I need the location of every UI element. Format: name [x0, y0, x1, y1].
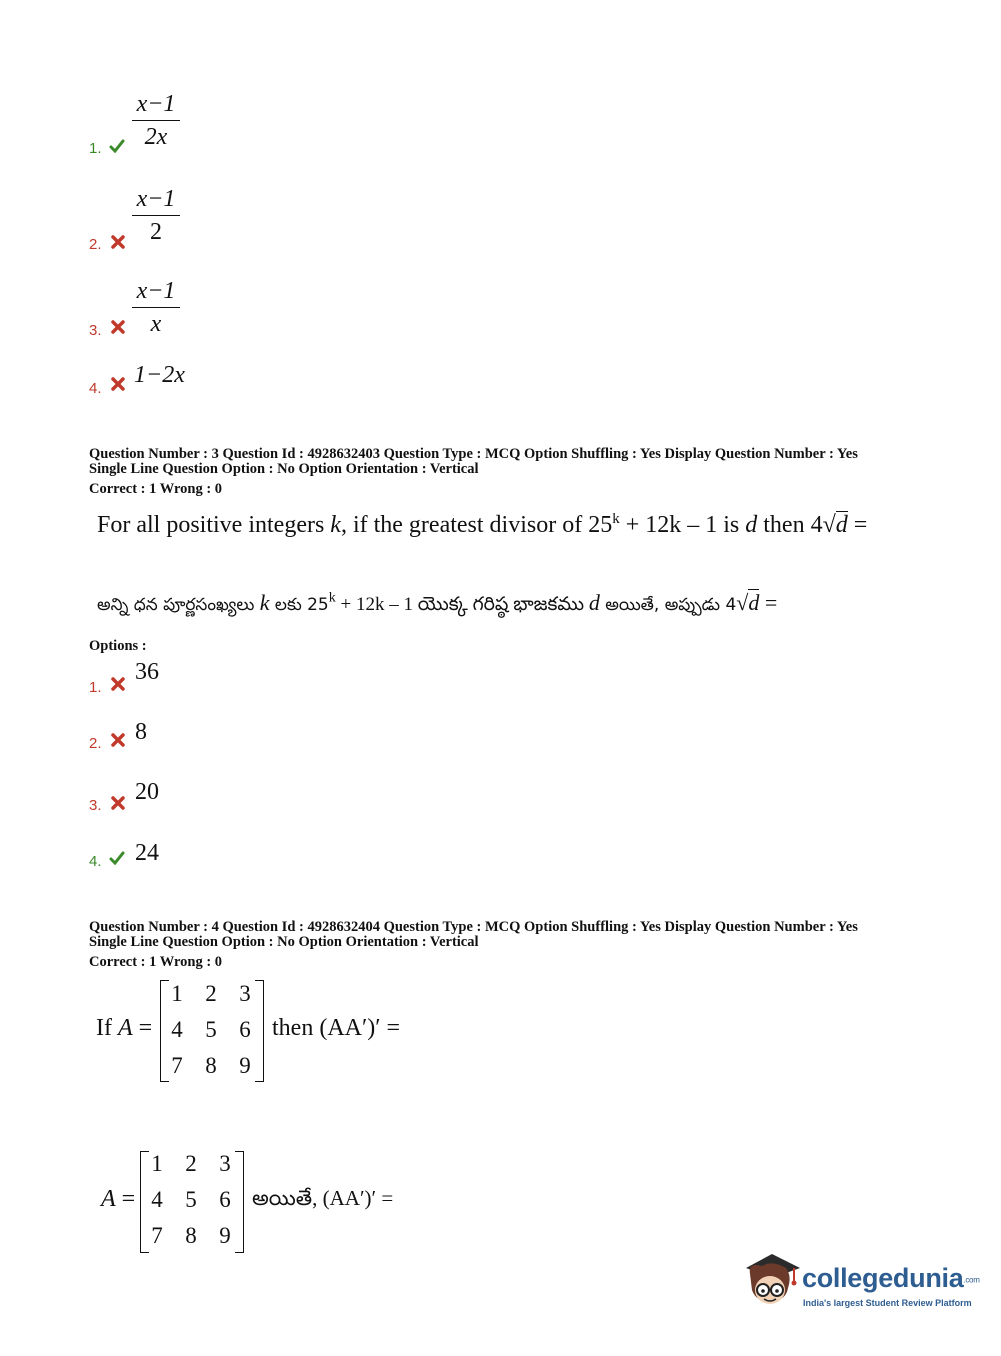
mascot-icon [742, 1248, 802, 1310]
correct-wrong-marks: Correct : 1 Wrong : 0 [89, 481, 223, 497]
question-meta-line: Question Number : 3 Question Id : 4928632403 Question Type : MCQ Option Shuffling : Yes Display Question Number : Yes [89, 446, 858, 462]
numerator: x−1 [136, 186, 176, 212]
cross-icon [110, 319, 126, 335]
option-text: 24 [135, 840, 159, 866]
text: = [847, 512, 868, 538]
text: + 12k – 1 యొక్క గరిష్ఠ భాజకము [335, 594, 589, 615]
var-a: A [117, 1015, 133, 1041]
option-text: 36 [135, 659, 159, 685]
cross-icon [110, 376, 126, 392]
matrix-cell: 4 [151, 1187, 163, 1212]
question-meta-line: Single Line Question Option : No Option Orientation : Vertical [89, 934, 479, 950]
var-k: k [330, 512, 341, 538]
question-text-english [97, 511, 867, 539]
matrix-english [160, 976, 262, 1084]
sqrt-symbol: √ [736, 590, 749, 615]
sqrt-symbol: √ [822, 512, 836, 538]
cross-icon [110, 732, 126, 748]
question-meta-line: Single Line Question Option : No Option Orientation : Vertical [89, 461, 479, 477]
option-number: 4. [89, 853, 102, 870]
text: then 4 [757, 512, 823, 538]
option-text: 20 [135, 779, 159, 805]
option-fraction [132, 277, 180, 338]
question-text-telugu-suffix: అయితే, (AA′)′ = [252, 1186, 394, 1210]
matrix-right-bracket [235, 1151, 244, 1253]
matrix-cell: 5 [205, 1017, 217, 1042]
option-text: 1−2x [134, 362, 185, 388]
option-number: 1. [89, 140, 102, 157]
matrix-cell: 9 [239, 1053, 251, 1078]
cross-icon [110, 234, 126, 250]
matrix-cell: 1 [171, 981, 183, 1006]
matrix-cell: 8 [205, 1053, 217, 1078]
question-text-telugu-prefix [101, 1186, 135, 1213]
matrix-cell: 1 [151, 1151, 163, 1176]
question-meta-line: Question Number : 4 Question Id : 4928632404 Question Type : MCQ Option Shuffling : Yes Display Question Number : Yes [89, 919, 858, 935]
correct-wrong-marks: Correct : 1 Wrong : 0 [89, 954, 223, 970]
text: = [132, 1015, 153, 1041]
denominator: 2 [150, 219, 162, 245]
check-icon [109, 138, 125, 154]
matrix-cell: 2 [185, 1151, 197, 1176]
logo-domain: .com [963, 1275, 980, 1285]
text: = [115, 1186, 136, 1212]
exponent: k [328, 590, 336, 606]
text: , if the greatest divisor of 25 [340, 512, 613, 538]
cross-icon [110, 795, 126, 811]
var-a: A [101, 1186, 116, 1212]
option-number: 2. [89, 735, 102, 752]
check-icon [109, 850, 125, 866]
matrix-cell: 4 [171, 1017, 183, 1042]
option-text: 8 [135, 719, 147, 745]
matrix-cell: 6 [219, 1187, 231, 1212]
question-text-english-suffix: then (AA′)′ = [272, 1015, 401, 1041]
matrix-cell: 7 [151, 1223, 163, 1248]
option-fraction [132, 90, 180, 151]
matrix-cell: 3 [219, 1151, 231, 1176]
exponent: k [612, 511, 620, 527]
text: + 12k – 1 is [619, 512, 746, 538]
option-number: 1. [89, 679, 102, 696]
logo-tagline: India's largest Student Review Platform [803, 1298, 972, 1308]
var-d: d [745, 512, 758, 538]
numerator: x−1 [136, 91, 176, 117]
options-label: Options : [89, 638, 147, 654]
text: = [759, 590, 778, 615]
numerator: x−1 [136, 278, 176, 304]
radicand: d [748, 590, 760, 615]
option-number: 3. [89, 322, 102, 339]
matrix-cell: 7 [171, 1053, 183, 1078]
matrix-cell: 9 [219, 1223, 231, 1248]
text: For all positive integers [97, 512, 331, 538]
matrix-right-bracket [255, 980, 264, 1082]
matrix-cell: 8 [185, 1223, 197, 1248]
matrix-cell: 2 [205, 981, 217, 1006]
denominator: x [150, 311, 162, 337]
var-d: d [588, 590, 600, 615]
option-number: 2. [89, 236, 102, 253]
denominator: 2x [144, 124, 168, 150]
option-fraction [132, 185, 180, 246]
text: అయితే, అప్పుడు 4 [599, 595, 737, 615]
cross-icon [110, 676, 126, 692]
question-text-english-prefix [96, 1015, 152, 1042]
text: లకు 25 [269, 595, 329, 615]
option-number: 3. [89, 797, 102, 814]
matrix-cell: 5 [185, 1187, 197, 1212]
matrix-cell: 3 [239, 981, 251, 1006]
text: If [96, 1015, 118, 1041]
logo-name: collegedunia [802, 1263, 964, 1293]
radicand: d [835, 512, 848, 538]
var-k: k [259, 590, 270, 615]
question-text-telugu [97, 590, 777, 620]
matrix-cell: 6 [239, 1017, 251, 1042]
text: అన్ని ధన పూర్ణసంఖ్యలు [97, 595, 260, 615]
matrix-telugu [140, 1146, 242, 1254]
option-number: 4. [89, 380, 102, 397]
